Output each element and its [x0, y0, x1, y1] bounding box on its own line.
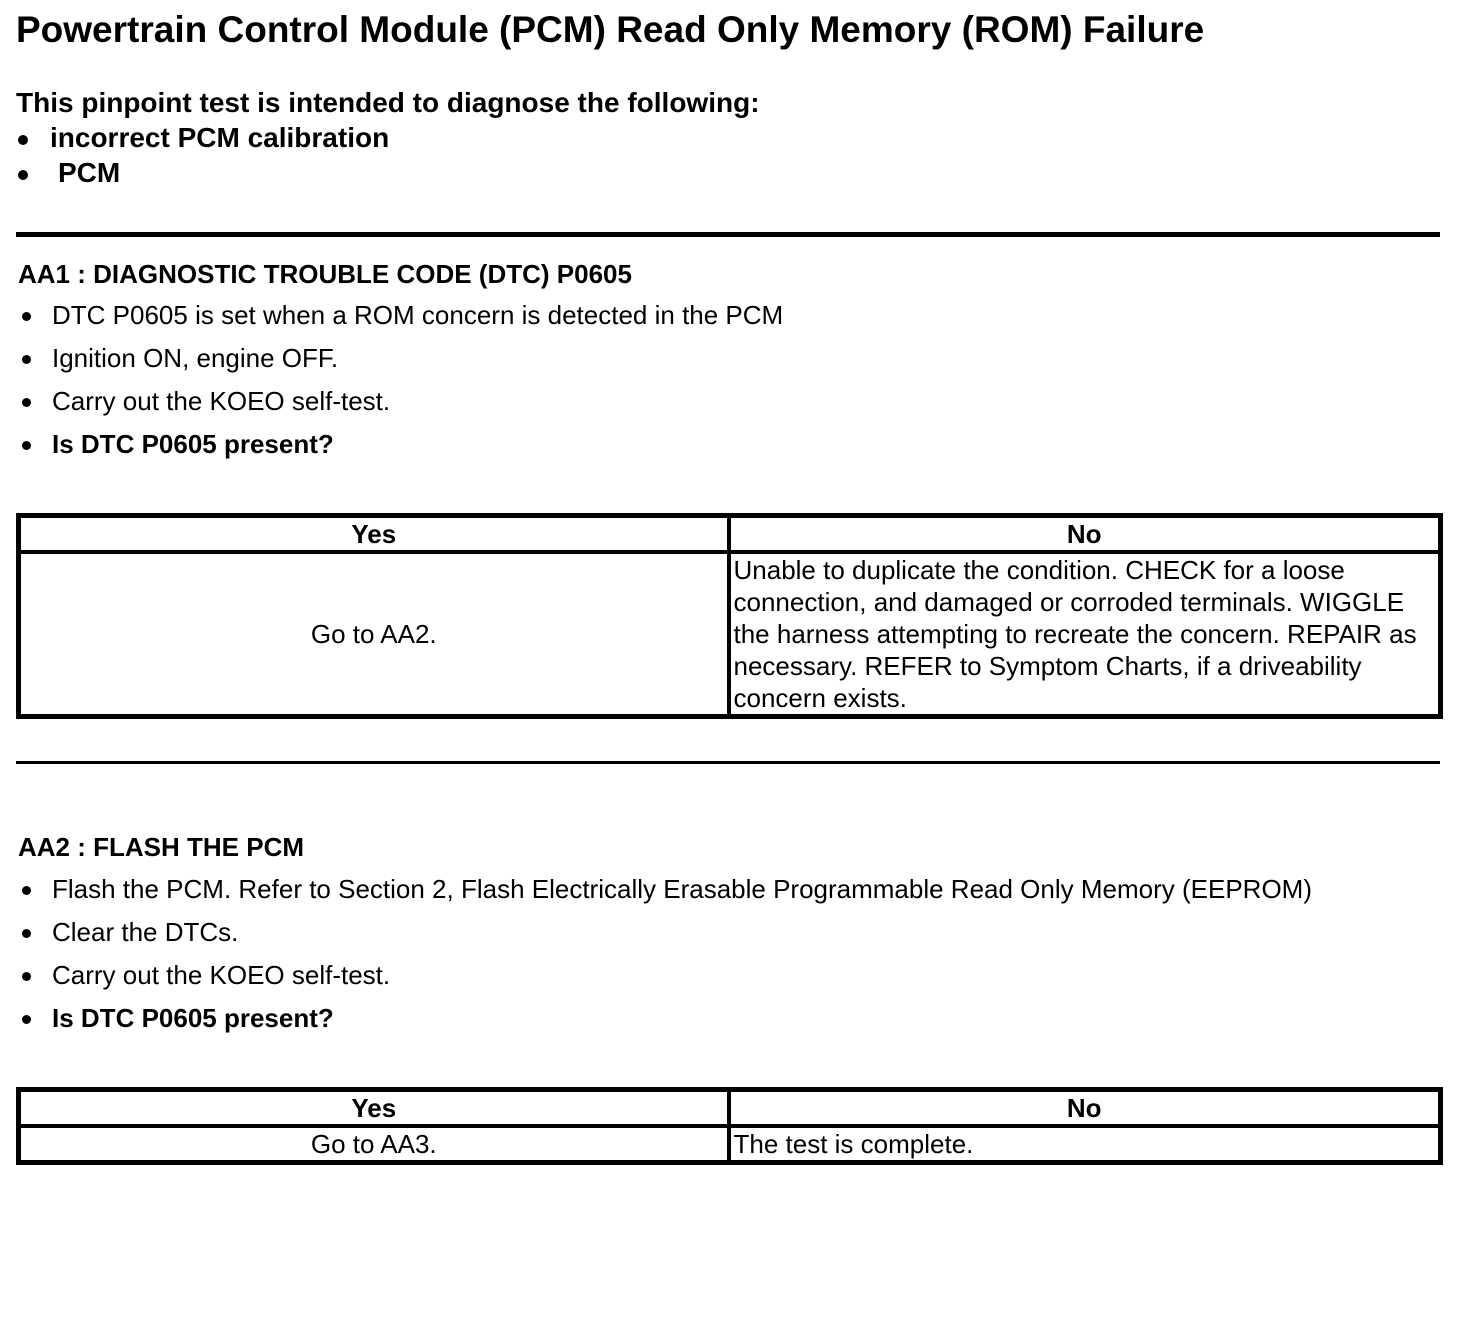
no-cell: The test is complete. [729, 1126, 1441, 1163]
list-item-text: PCM [58, 157, 121, 188]
list-item-text: Ignition ON, engine OFF. [52, 343, 339, 373]
list-item [18, 911, 1312, 954]
yes-cell: Go to AA2. [19, 552, 729, 717]
bullet-icon [22, 929, 31, 938]
step-list-aa2 [18, 868, 1312, 1040]
intro-list [16, 120, 389, 190]
section-divider [16, 232, 1440, 237]
yes-header: Yes [19, 1090, 729, 1127]
question-item [18, 997, 1312, 1040]
result-table-aa2 [16, 1087, 1443, 1165]
list-item [18, 380, 783, 423]
bullet-icon [22, 398, 31, 407]
step-list-aa1 [18, 294, 783, 466]
question-text: Is DTC P0605 present? [52, 1003, 334, 1033]
bullet-icon [22, 886, 31, 895]
step-heading-aa1: AA1 : DIAGNOSTIC TROUBLE CODE (DTC) P0605 [18, 259, 632, 289]
list-item-text: Carry out the KOEO self-test. [52, 386, 391, 416]
no-header: No [729, 516, 1441, 553]
bullet-icon [22, 355, 31, 364]
page-title: Powertrain Control Module (PCM) Read Only Memory (ROM) Failure [16, 9, 1205, 50]
list-item [16, 120, 389, 155]
intro-text: This pinpoint test is intended to diagnose the following: [16, 87, 760, 118]
question-text: Is DTC P0605 present? [52, 429, 334, 459]
list-item [18, 868, 1312, 911]
table-row [19, 552, 1441, 717]
bullet-icon [22, 1015, 31, 1024]
question-item [18, 423, 783, 466]
bullet-icon [22, 441, 31, 450]
section-divider [16, 761, 1440, 764]
list-item-text: Carry out the KOEO self-test. [52, 960, 391, 990]
no-header: No [729, 1090, 1441, 1127]
step-heading-aa2: AA2 : FLASH THE PCM [18, 832, 304, 862]
list-item-text: Flash the PCM. Refer to Section 2, Flash Electrically Erasable Programmable Read Only Memory (EEPROM) [52, 874, 1312, 904]
bullet-icon [22, 972, 31, 981]
table-header-row [19, 516, 1441, 553]
result-table-aa1 [16, 513, 1443, 719]
no-cell: Unable to duplicate the condition. CHECK for a loose connection, and damaged or corroded terminals. WIGGLE the harness attempting to recreate the concern. REPAIR as necessary. REFER to Symptom Charts, if a driveability concern exists. [729, 552, 1441, 717]
list-item-text: DTC P0605 is set when a ROM concern is detected in the PCM [52, 300, 784, 330]
list-item [16, 155, 389, 190]
list-item-text: incorrect PCM calibration [50, 122, 390, 153]
list-item-text: Clear the DTCs. [52, 917, 239, 947]
yes-header: Yes [19, 516, 729, 553]
yes-cell: Go to AA3. [19, 1126, 729, 1163]
table-header-row [19, 1090, 1441, 1127]
bullet-icon [22, 312, 31, 321]
bullet-icon [18, 135, 28, 145]
list-item [18, 337, 783, 380]
table-row [19, 1126, 1441, 1163]
list-item [18, 954, 1312, 997]
bullet-icon [18, 170, 28, 180]
list-item [18, 294, 783, 337]
